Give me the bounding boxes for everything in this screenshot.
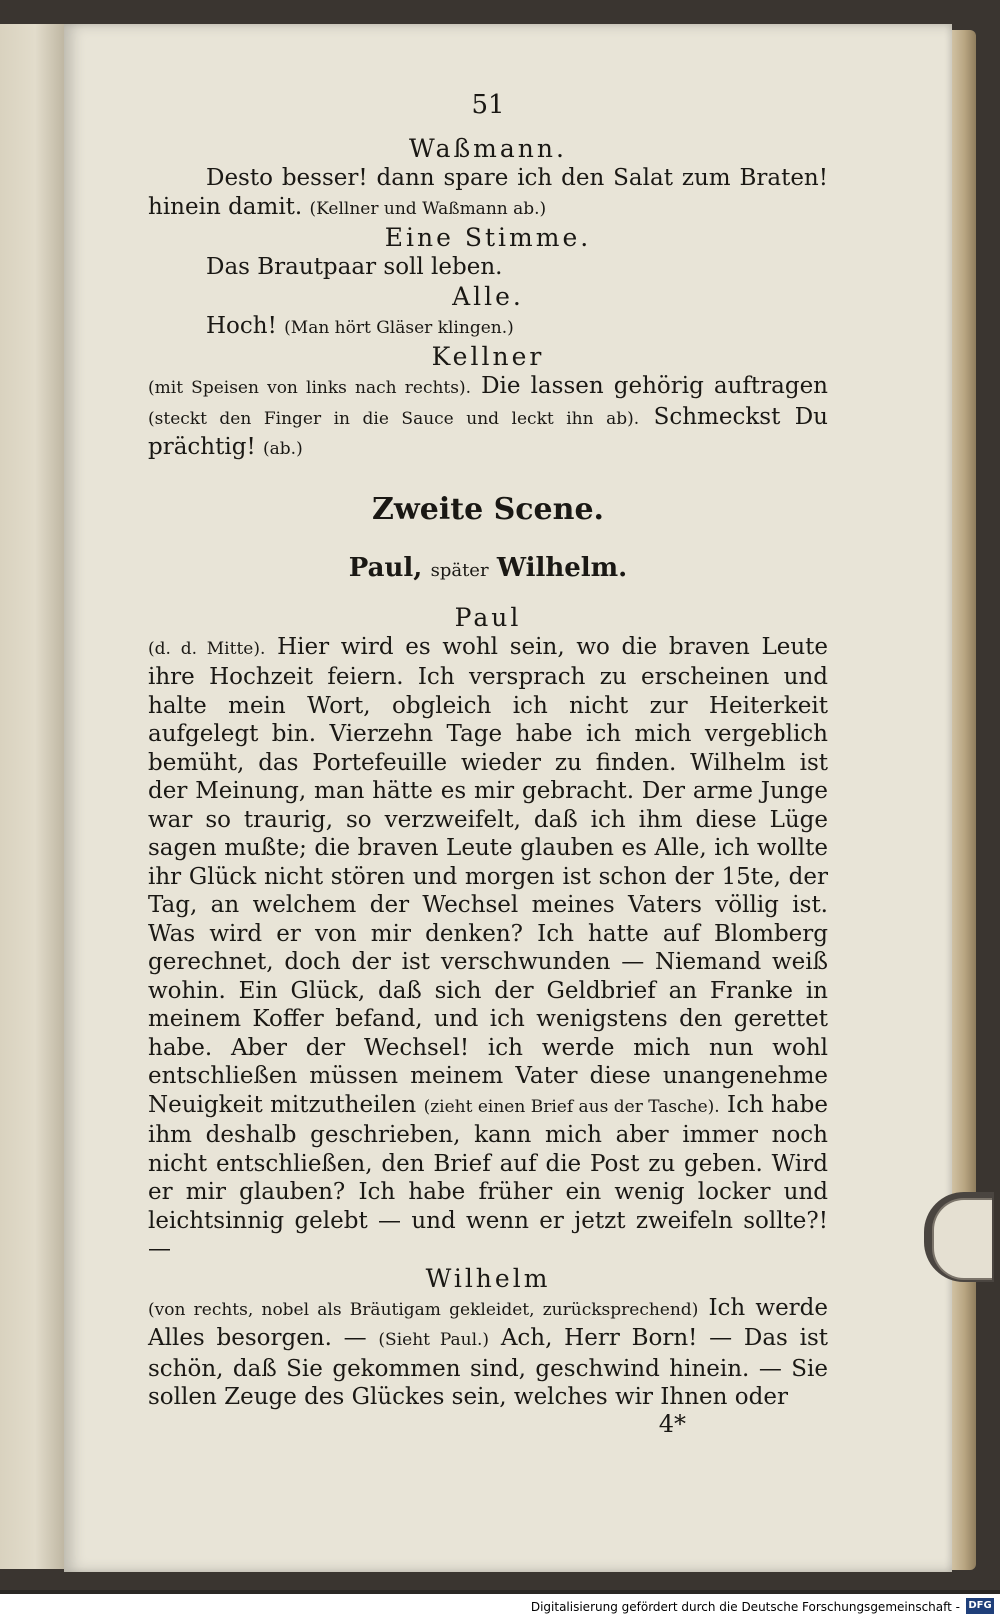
footer-credit: Digitalisierung gefördert durch die Deutsche Forschungsgemeinschaft - <box>530 1600 960 1614</box>
speaker-eine-stimme: Eine Stimme. <box>384 223 592 252</box>
dialogue-line: Desto besser! dann spare ich den Salat zum Braten! hinein damit. (Kellner und Waßmann ab.) <box>148 165 828 220</box>
speaker-wilhelm: Wilhelm <box>425 1263 551 1293</box>
scanner-thumb-nail <box>932 1198 992 1280</box>
scene-heading: Zweite Scene. <box>372 491 604 527</box>
scene-cast: Paul, später Wilhelm. <box>348 552 628 583</box>
dialogue-line: (von rechts, nobel als Bräutigam gekleidet, zurücksprechend) Ich werde Alles besorgen. — (Sieht Paul.) Ach, Herr Born! — Das ist schön, daß Sie gekommen sind, geschwind hinein. — Sie sollen Zeuge des Glückes sein, welches wir Ihnen oder <box>148 1294 829 1410</box>
dfg-logo-icon: DFG <box>966 1598 994 1614</box>
signature-mark: 4* <box>658 1409 686 1438</box>
dialogue-line: (mit Speisen von links nach rechts). Die lassen gehörig auftragen (steckt den Finger in die Sauce und leckt ihn ab). Schmeckst Du prächtig! (ab.) <box>148 373 828 460</box>
dialogue-line: Hoch! (Man hört Gläser klingen.) <box>206 312 514 339</box>
facing-page-edge <box>0 24 65 1569</box>
speaker-alle: Alle. <box>452 281 524 311</box>
speaker-kellner: Kellner <box>431 342 545 371</box>
page-text <box>148 90 828 1438</box>
book-edge <box>950 30 976 1570</box>
dialogue-line: Das Brautpaar soll leben. <box>206 254 503 280</box>
dialogue-monologue: (d. d. Mitte). Hier wird es wohl sein, wo die braven Leute ihre Hochzeit feiern. Ich versprach zu erscheinen und halte mein Wort, obgleich ich nicht zur Heiterkeit aufgelegt bin. Vierzehn Tage habe ich mich vergeblich bemüht, das Portefeuille wieder zu finden. Wilhelm ist der Meinung, man hätte es mir gebracht. Der arme Junge war so traurig, so verzweifelt, daß ich ihm diese Lüge sagen mußte; die braven Leute glauben es Alle, ich wollte ihr Glück nicht stören und morgen ist schon der 15te, der Tag, an welchem der Wechsel meines Vaters völlig ist. Was wird er von mir denken? Ich hatte auf Blomberg gerechnet, doch der ist verschwunden — Niemand weiß wohin. Ein Glück, daß sich der Geldbrief an Franke in meinem Koffer befand, und ich wenigstens den gerettet habe. Aber der Wechsel! ich werde mich nun wohl entschließen müssen meinem Vater diese unangenehme Neuigkeit mitzutheilen (zieht einen Brief aus der Tasche). Ich habe ihm deshalb geschrieben, kann mich aber immer noch nicht entschließen, den Brief auf die Post zu geben. Wird er mir glauben? Ich habe früher ein wenig locker und leichtsinnig gelebt — und wenn er jetzt zweifeln sollte?! — <box>148 633 829 1262</box>
page-number: 51 <box>471 90 505 120</box>
footer-bar <box>0 1594 1000 1620</box>
speaker-paul: Paul <box>454 602 522 632</box>
speaker-wassmann: Waßmann. <box>409 134 567 163</box>
